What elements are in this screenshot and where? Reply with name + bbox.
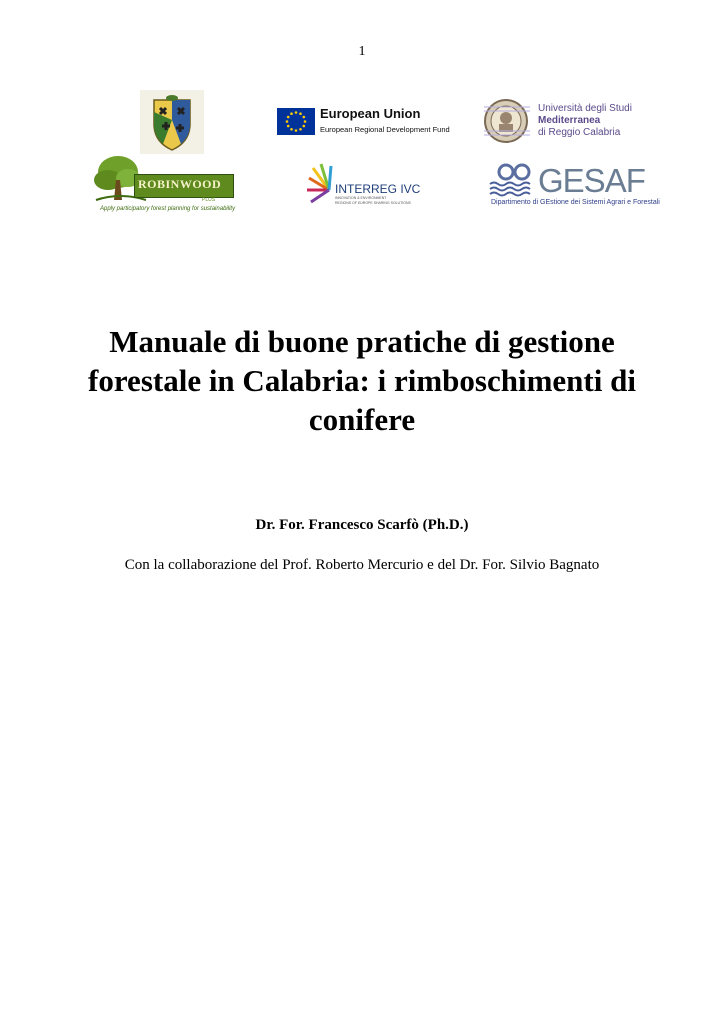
university-logo bbox=[482, 97, 642, 145]
eu-flag-icon bbox=[277, 108, 315, 135]
gesaf-subtitle: Dipartimento di GEstione dei Sistemi Agrari e Forestali bbox=[491, 199, 660, 206]
author-line: Dr. For. Francesco Scarfò (Ph.D.) bbox=[255, 517, 469, 533]
university-seal-icon bbox=[482, 97, 534, 145]
interreg-subtitle-1: INNOVATION & ENVIRONMENT bbox=[335, 196, 387, 200]
eu-title: European Union bbox=[320, 106, 421, 121]
title-line: conifere bbox=[308, 402, 416, 437]
interreg-rays-icon bbox=[307, 162, 337, 208]
interreg-logo bbox=[307, 162, 427, 210]
university-name-line2: Mediterranea bbox=[538, 115, 601, 126]
robinwood-title: ROBINWOOD bbox=[138, 177, 222, 191]
interreg-subtitle-2: REGIONS OF EUROPE SHARING SOLUTIONS bbox=[335, 201, 411, 205]
title-line: forestale in Calabria: i rimboschimenti di bbox=[88, 363, 636, 398]
gesaf-title: GESAF bbox=[538, 162, 645, 199]
robinwood-logo bbox=[90, 152, 250, 218]
page-number: 1 bbox=[358, 44, 366, 59]
interreg-title: INTERREG IVC bbox=[335, 182, 421, 196]
title-line: Manuale di buone pratiche di gestione bbox=[109, 324, 615, 359]
regione-calabria-logo bbox=[140, 90, 204, 154]
university-name-line1: Università degli Studi bbox=[538, 103, 632, 114]
eu-subtitle: European Regional Development Fund bbox=[320, 125, 450, 134]
robinwood-tagline: Apply participatory forest planning for sustainability bbox=[100, 206, 236, 212]
university-name-line3: di Reggio Calabria bbox=[538, 127, 621, 138]
robinwood-plus: PLUS bbox=[202, 197, 216, 203]
document-title bbox=[0, 322, 724, 439]
gesaf-wave-icon bbox=[488, 162, 536, 200]
coat-of-arms-icon bbox=[140, 90, 204, 154]
collaboration-line: Con la collaborazione del Prof. Roberto Mercurio e del Dr. For. Silvio Bagnato bbox=[124, 557, 600, 573]
gesaf-logo bbox=[488, 160, 660, 212]
european-union-logo bbox=[277, 104, 450, 138]
